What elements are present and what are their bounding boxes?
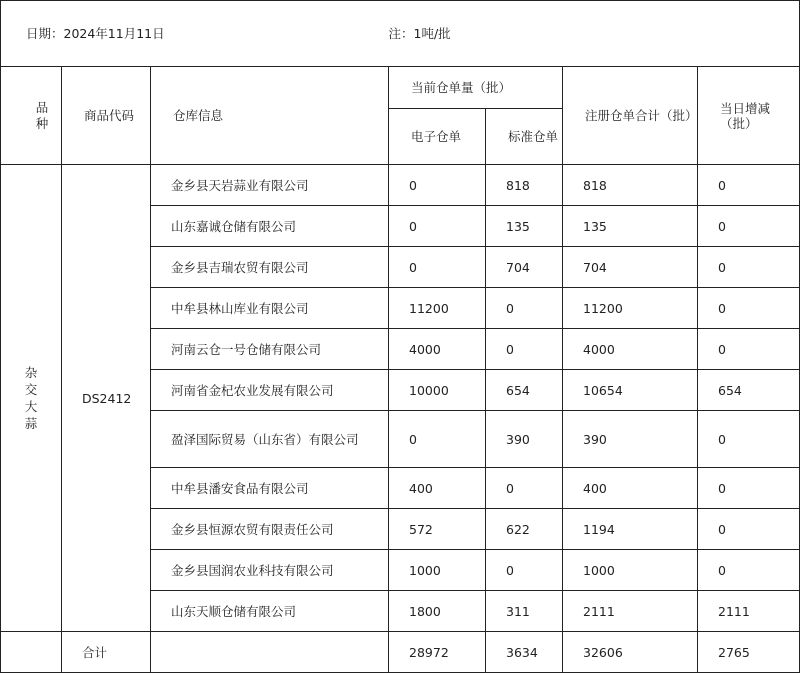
header-row-1 [1, 67, 800, 109]
change-cell: 0 [698, 509, 800, 550]
meta-row [1, 1, 800, 67]
electronic-cell: 0 [389, 165, 486, 206]
warehouse-cell: 金乡县天岩蒜业有限公司 [151, 165, 389, 206]
header-standard: 标准仓单 [486, 109, 563, 165]
total-electronic: 28972 [389, 632, 486, 673]
standard-cell: 0 [486, 288, 563, 329]
change-cell: 654 [698, 370, 800, 411]
header-electronic: 电子仓单 [389, 109, 486, 165]
electronic-cell: 0 [389, 206, 486, 247]
table-row [1, 165, 800, 206]
electronic-cell: 0 [389, 411, 486, 468]
change-cell: 2111 [698, 591, 800, 632]
change-cell: 0 [698, 247, 800, 288]
warehouse-cell: 河南云仓一号仓储有限公司 [151, 329, 389, 370]
warehouse-cell: 河南省金杞农业发展有限公司 [151, 370, 389, 411]
header-variety: 品种 [1, 67, 62, 165]
total-label: 合计 [62, 632, 151, 673]
electronic-cell: 1000 [389, 550, 486, 591]
header-current: 当前仓单量（批） [389, 67, 563, 109]
total-cell: 4000 [563, 329, 698, 370]
change-cell: 0 [698, 206, 800, 247]
total-empty-warehouse [151, 632, 389, 673]
total-empty-cell [1, 632, 62, 673]
warehouse-cell: 中牟县潘安食品有限公司 [151, 468, 389, 509]
standard-cell: 135 [486, 206, 563, 247]
total-row [1, 632, 800, 673]
standard-cell: 818 [486, 165, 563, 206]
change-cell: 0 [698, 468, 800, 509]
warehouse-cell: 山东天顺仓储有限公司 [151, 591, 389, 632]
standard-cell: 0 [486, 550, 563, 591]
standard-cell: 0 [486, 468, 563, 509]
electronic-cell: 1800 [389, 591, 486, 632]
header-warehouse: 仓库信息 [151, 67, 389, 165]
electronic-cell: 400 [389, 468, 486, 509]
total-cell: 400 [563, 468, 698, 509]
change-cell: 0 [698, 329, 800, 370]
total-cell: 1000 [563, 550, 698, 591]
total-cell: 2111 [563, 591, 698, 632]
warehouse-cell: 金乡县吉瑞农贸有限公司 [151, 247, 389, 288]
header-registered-total: 注册仓单合计（批） [563, 67, 698, 165]
variety-cell: 杂交大蒜 [1, 165, 62, 632]
electronic-cell: 572 [389, 509, 486, 550]
warehouse-cell: 金乡县恒源农贸有限责任公司 [151, 509, 389, 550]
warehouse-cell: 山东嘉诚仓储有限公司 [151, 206, 389, 247]
total-cell: 10654 [563, 370, 698, 411]
total-cell: 390 [563, 411, 698, 468]
electronic-cell: 11200 [389, 288, 486, 329]
electronic-cell: 0 [389, 247, 486, 288]
total-standard: 3634 [486, 632, 563, 673]
warehouse-cell: 盈泽国际贸易（山东省）有限公司 [151, 411, 389, 468]
standard-cell: 704 [486, 247, 563, 288]
code-cell: DS2412 [62, 165, 151, 632]
date-label: 日期：2024年11月11日 [1, 1, 389, 67]
change-cell: 0 [698, 165, 800, 206]
total-registered: 32606 [563, 632, 698, 673]
header-daily-change: 当日增减（批） [698, 67, 800, 165]
total-cell: 11200 [563, 288, 698, 329]
electronic-cell: 10000 [389, 370, 486, 411]
total-change: 2765 [698, 632, 800, 673]
warehouse-cell: 金乡县国润农业科技有限公司 [151, 550, 389, 591]
standard-cell: 0 [486, 329, 563, 370]
standard-cell: 654 [486, 370, 563, 411]
standard-cell: 311 [486, 591, 563, 632]
standard-cell: 622 [486, 509, 563, 550]
total-cell: 818 [563, 165, 698, 206]
electronic-cell: 4000 [389, 329, 486, 370]
change-cell: 0 [698, 411, 800, 468]
warehouse-cell: 中牟县林山库业有限公司 [151, 288, 389, 329]
total-cell: 135 [563, 206, 698, 247]
header-code: 商品代码 [62, 67, 151, 165]
change-cell: 0 [698, 288, 800, 329]
standard-cell: 390 [486, 411, 563, 468]
note-label: 注：1吨/批 [389, 1, 800, 67]
change-cell: 0 [698, 550, 800, 591]
total-cell: 704 [563, 247, 698, 288]
total-cell: 1194 [563, 509, 698, 550]
